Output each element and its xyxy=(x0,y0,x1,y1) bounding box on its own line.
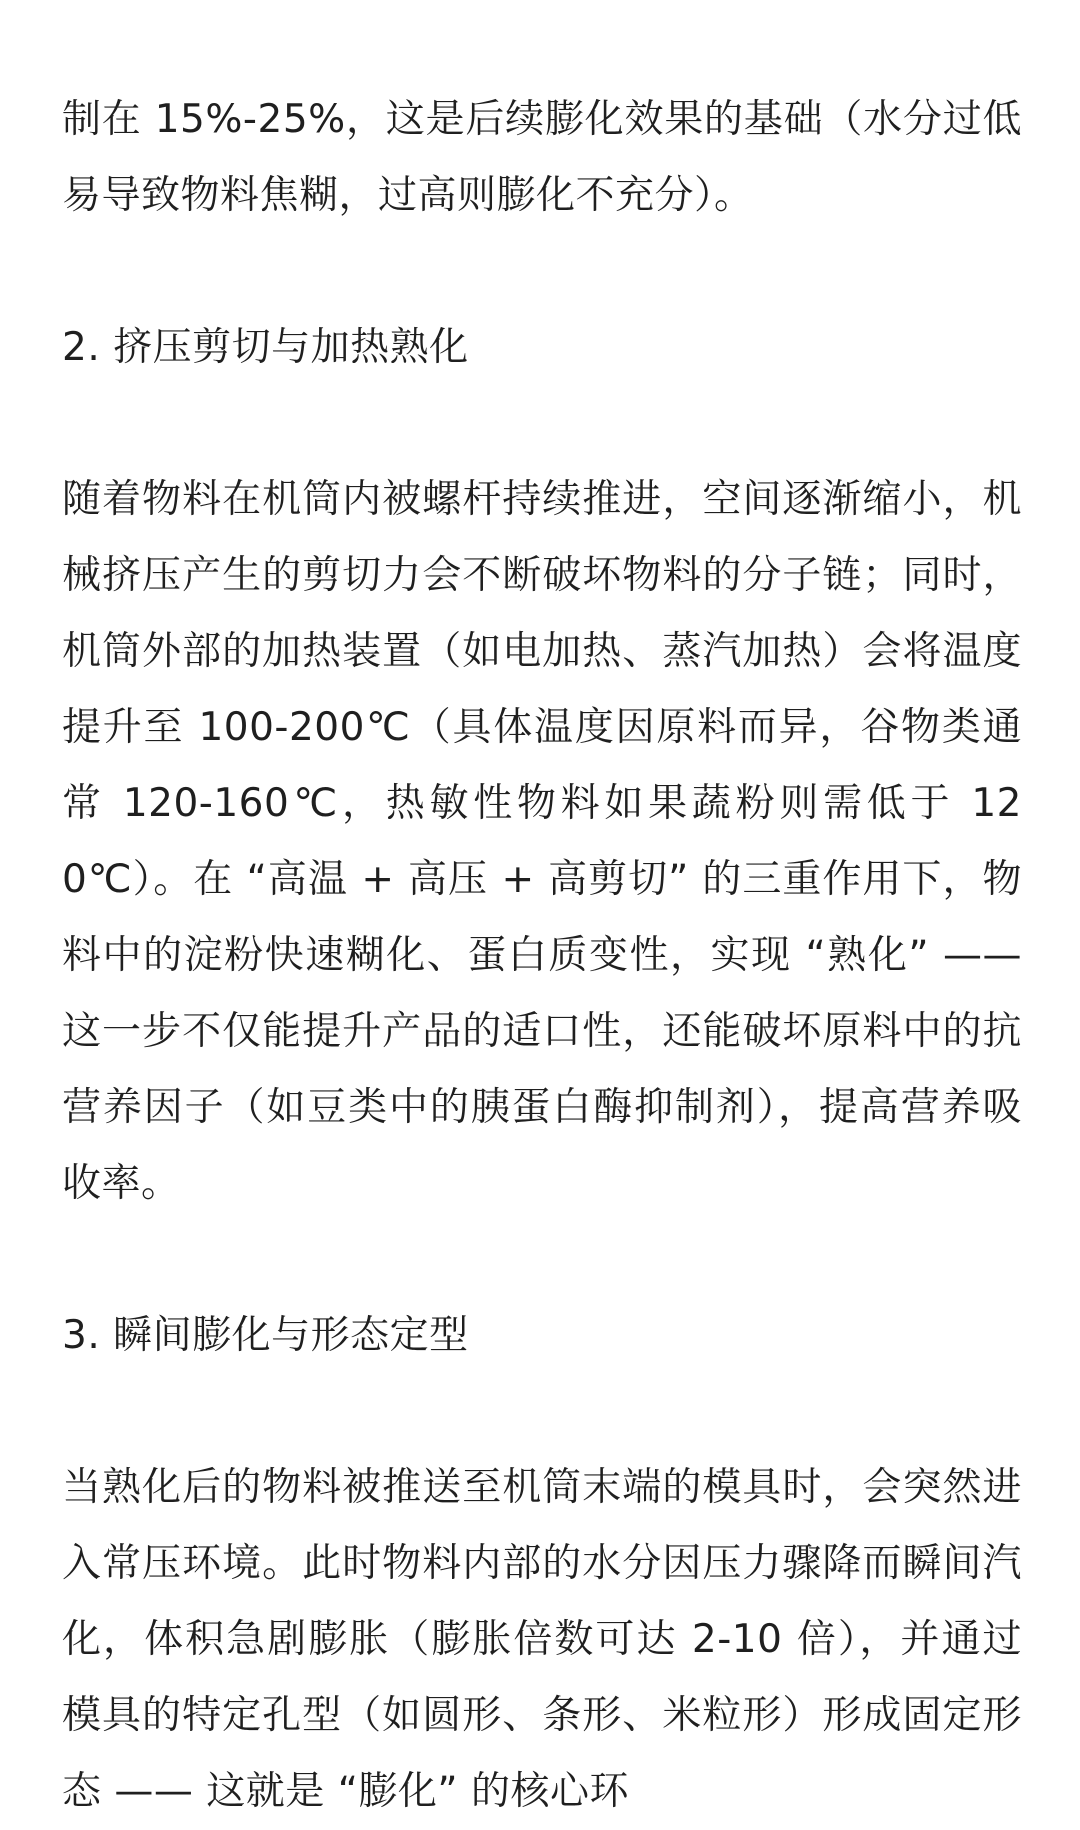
paragraph-puffing-shaping: 当熟化后的物料被推送至机筒末端的模具时，会突然进入常压环境。此时物料内部的水分因压力骤降而瞬间汽化，体积急剧膨胀（膨胀倍数可达 2-10 倍），并通过模具的特定孔型（如圆形、条形、米粒形）形成固定形态 —— 这就是 “膨化” 的核心环 xyxy=(62,1465,1022,1814)
paragraph-gap xyxy=(62,234,1022,310)
paragraph-gap xyxy=(62,386,1022,462)
article-body xyxy=(62,82,1022,1830)
section-heading-extrusion: 2. 挤压剪切与加热熟化 xyxy=(62,325,469,370)
paragraph-moisture-control: 制在 15%-25%，这是后续膨化效果的基础（水分过低易导致物料焦糊，过高则膨化不充分）。 xyxy=(62,97,1022,218)
paragraph-gap xyxy=(62,1374,1022,1450)
section-heading-puffing: 3. 瞬间膨化与形态定型 xyxy=(62,1313,469,1358)
paragraph-gap xyxy=(62,1222,1022,1298)
paragraph-extrusion-cooking: 随着物料在机筒内被螺杆持续推进，空间逐渐缩小，机械挤压产生的剪切力会不断破坏物料的分子链；同时，机筒外部的加热装置（如电加热、蒸汽加热）会将温度提升至 100-200℃（具体温度因原料而异，谷物类通常 120-160℃，热敏性物料如果蔬粉则需低于 120℃）。在 “高温 + 高压 + 高剪切” 的三重作用下，物料中的淀粉快速糊化、蛋白质变性，实现 “熟化” —— 这一步不仅能提升产品的适口性，还能破坏原料中的抗营养因子（如豆类中的胰蛋白酶抑制剂），提高营养吸收率。 xyxy=(62,477,1022,1206)
